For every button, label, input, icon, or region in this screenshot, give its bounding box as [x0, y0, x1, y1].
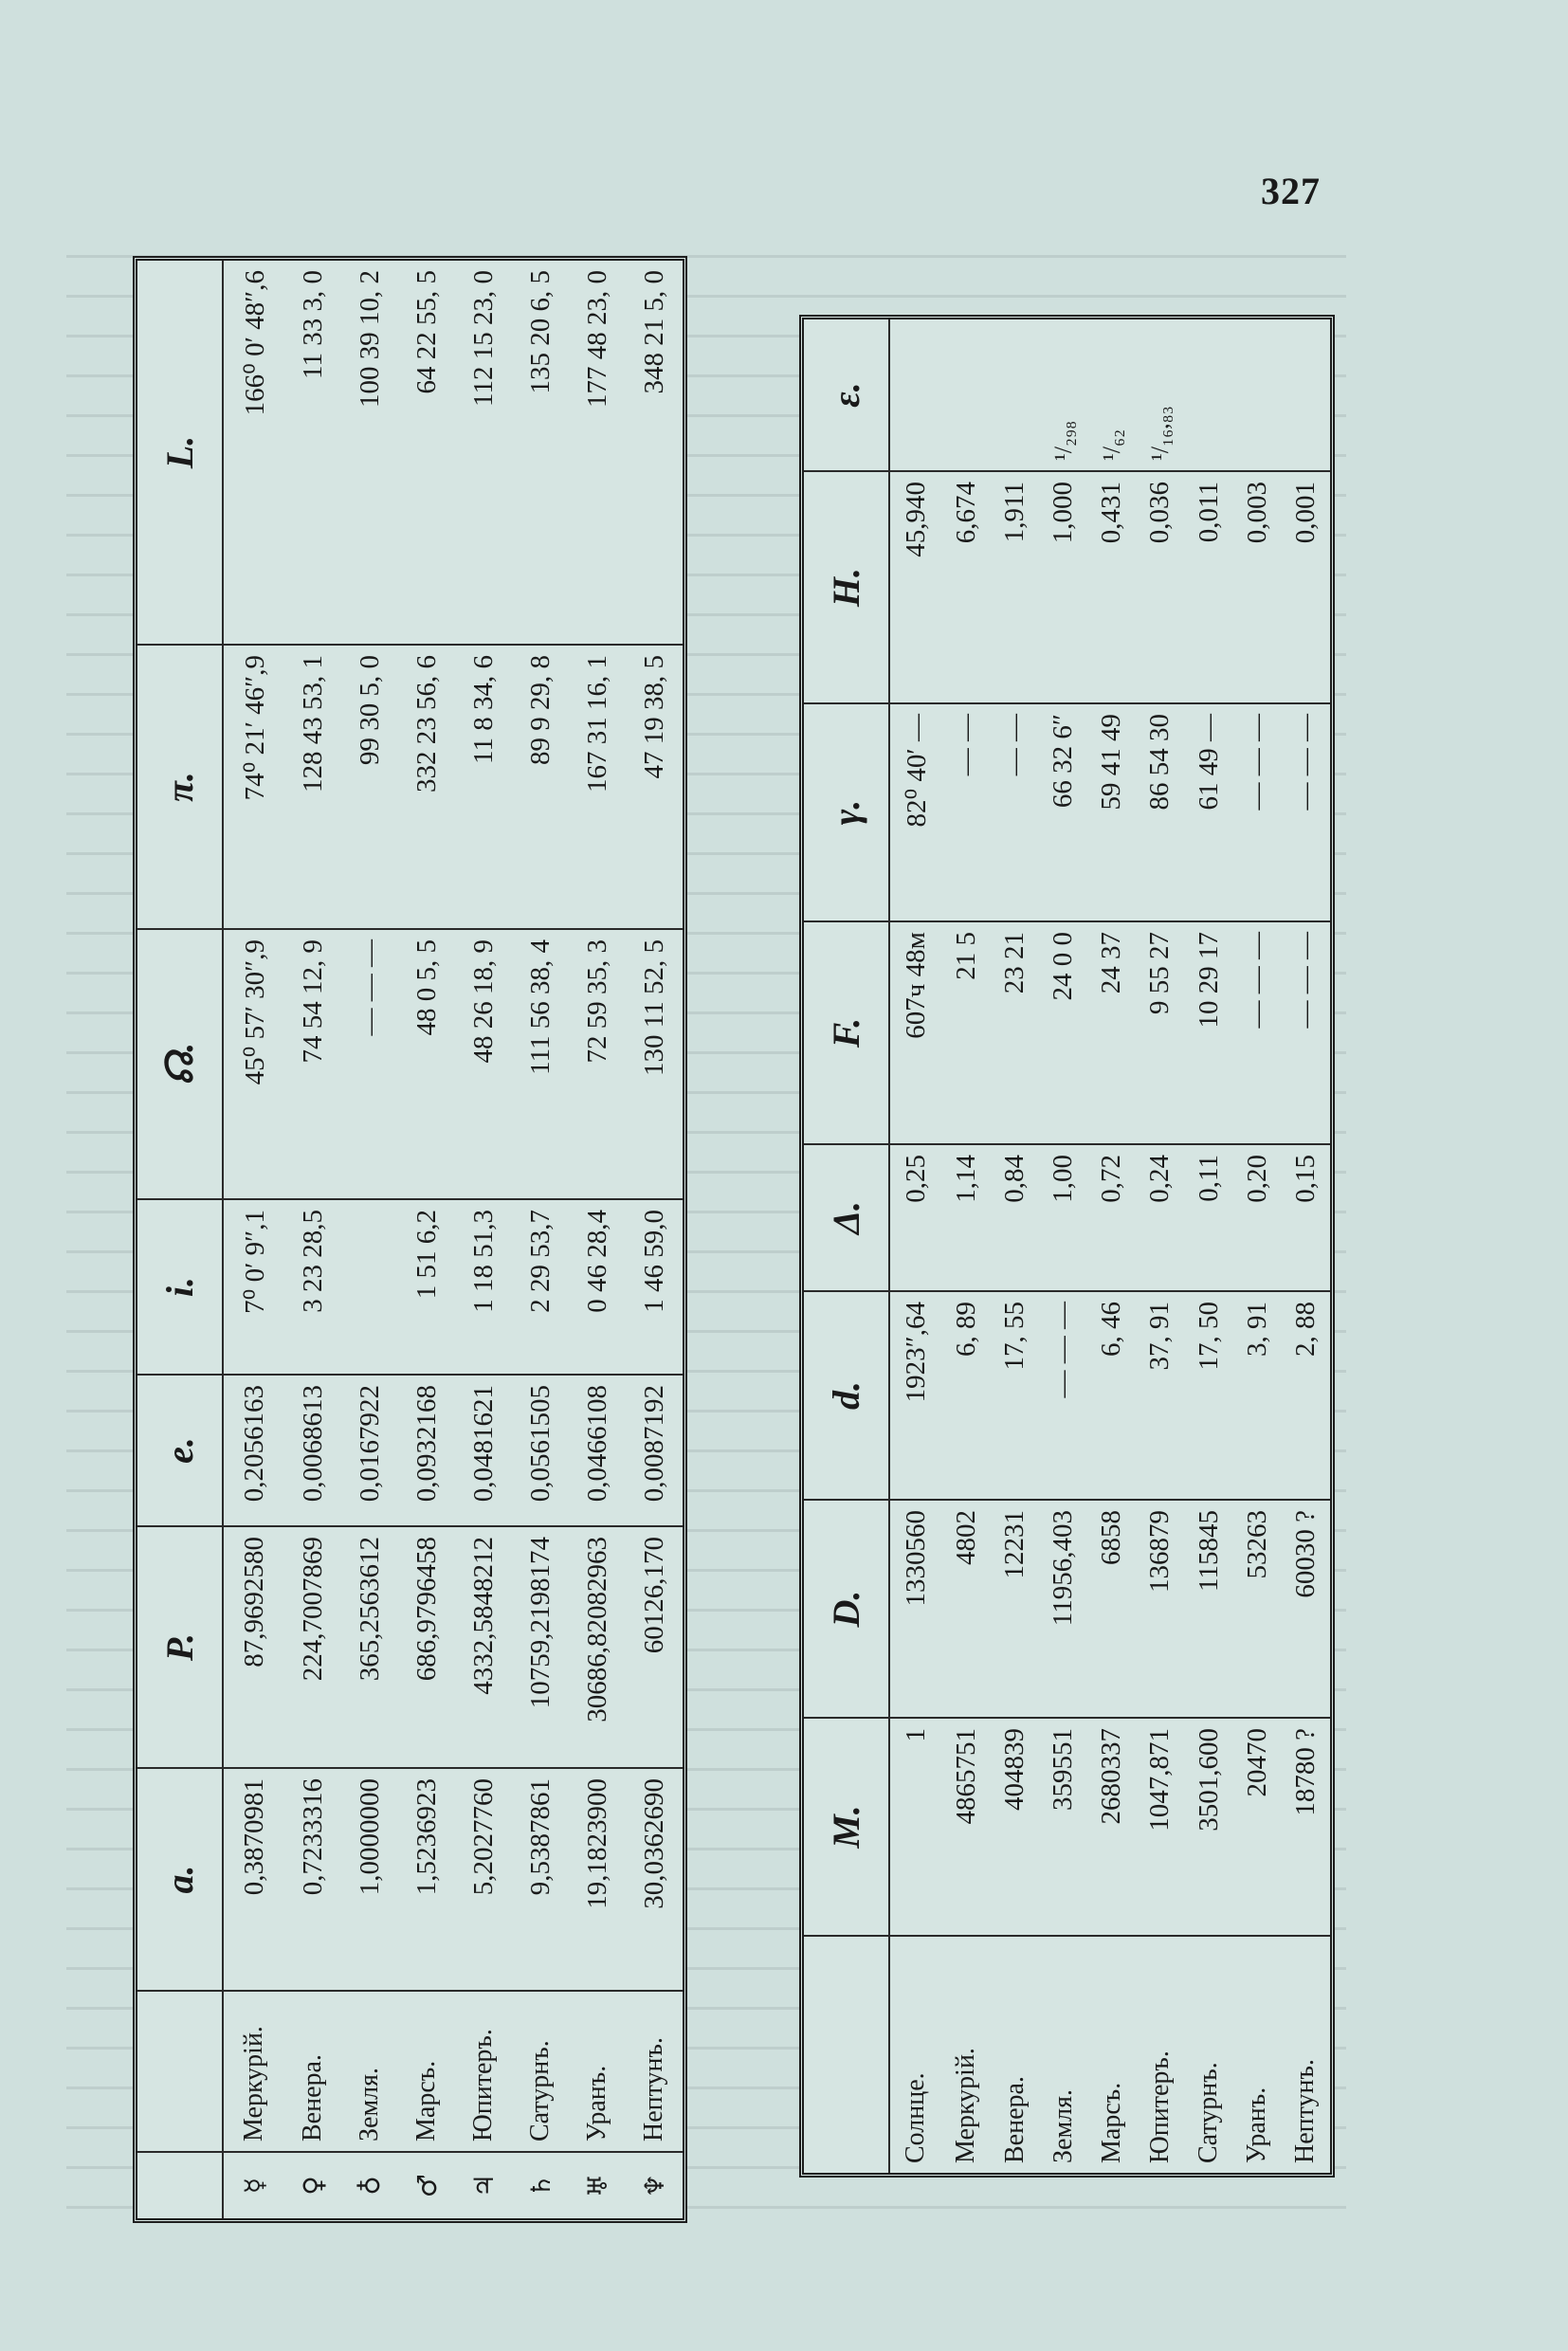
cell-pi: 99 30 5, 0	[341, 645, 398, 929]
orbital-elements-table-frame	[133, 256, 687, 2223]
cell-name: Меркурій.	[951, 2048, 981, 2163]
cell-M: 359551	[1039, 1718, 1087, 1936]
cell-H: 1,000	[1039, 471, 1087, 703]
header-name	[137, 1991, 223, 2152]
planet-row	[398, 261, 455, 2218]
cell-node: 48 0 5, 5	[398, 929, 455, 1199]
cell-H: 0,011	[1185, 471, 1233, 703]
cell-name: Меркурій.	[223, 1991, 284, 2152]
cell-L: 112 15 23, 0	[455, 261, 512, 645]
cell-node: 111 56 38, 4	[512, 929, 569, 1199]
cell-F: 9 55 27	[1136, 921, 1184, 1144]
cell-delta: 0,11	[1185, 1144, 1233, 1291]
cell-i: 1 46 59,0	[626, 1199, 683, 1375]
cell-i: 1 18 51,3	[455, 1199, 512, 1375]
physical-data-table-frame	[799, 315, 1335, 2178]
cell-i: 3 23 28,5	[284, 1199, 341, 1375]
cell-M: 404839	[991, 1718, 1039, 1936]
planet-row	[626, 261, 683, 2218]
cell-H: 6,674	[942, 471, 991, 703]
cell-e: 0,0561505	[512, 1375, 569, 1526]
body-row	[1039, 319, 1087, 2173]
planet-row	[223, 261, 284, 2218]
cell-gamma: — —	[991, 703, 1039, 921]
cell-M: 2680337	[1087, 1718, 1136, 1936]
cell-gamma: 66 32 6″	[1039, 703, 1087, 921]
cell-P: 30686,82082963	[569, 1526, 626, 1768]
cell-i: 1 51 6,2	[398, 1199, 455, 1375]
cell-D: 4802	[942, 1500, 991, 1718]
header-p: P.	[137, 1526, 223, 1768]
cell-eps	[1185, 319, 1233, 471]
cell-name: Юпитеръ.	[455, 1991, 512, 2152]
cell-a: 19,1823900	[569, 1768, 626, 1991]
cell-e: 0,0481621	[455, 1375, 512, 1526]
cell-eps: ¹/₆₂	[1087, 319, 1136, 471]
cell-a: 30,0362690	[626, 1768, 683, 1991]
cell-M: 18780 ?	[1282, 1718, 1330, 1936]
cell-F: 24 0 0	[1039, 921, 1087, 1144]
cell-D: 1330560	[889, 1500, 942, 1718]
header-oblateness: ε.	[804, 319, 889, 471]
cell-L: 64 22 55, 5	[398, 261, 455, 645]
cell-node: 45⁰ 57′ 30″,9	[223, 929, 284, 1199]
cell-symbol: ♂	[410, 2173, 443, 2198]
cell-i: 0 46 28,4	[569, 1199, 626, 1375]
cell-pi: 47 19 38, 5	[626, 645, 683, 929]
cell-P: 365,2563612	[341, 1526, 398, 1768]
cell-name: Марсъ.	[1096, 2082, 1126, 2163]
header-volume: D.	[804, 1500, 889, 1718]
cell-symbol: ♅	[581, 2173, 613, 2198]
cell-L: 177 48 23, 0	[569, 261, 626, 645]
page-number: 327	[1261, 170, 1321, 212]
header-heat: H.	[804, 471, 889, 703]
header-a: a.	[137, 1768, 223, 1991]
cell-D: 53263	[1233, 1500, 1282, 1718]
cell-e: 0,0167922	[341, 1375, 398, 1526]
cell-symbol: ♃	[467, 2173, 500, 2198]
cell-a: 1,5236923	[398, 1768, 455, 1991]
cell-i: 2 29 53,7	[512, 1199, 569, 1375]
cell-i	[341, 1199, 398, 1375]
cell-D: 136879	[1136, 1500, 1184, 1718]
body-row	[1136, 319, 1184, 2173]
cell-gamma: 61 49 —	[1185, 703, 1233, 921]
cell-a: 0,7233316	[284, 1768, 341, 1991]
cell-delta: 0,20	[1233, 1144, 1282, 1291]
cell-F: 10 29 17	[1185, 921, 1233, 1144]
cell-gamma: 82⁰ 40′ —	[889, 703, 942, 921]
header-pi: π.	[137, 645, 223, 929]
cell-node: 130 11 52, 5	[626, 929, 683, 1199]
cell-F: 23 21	[991, 921, 1039, 1144]
cell-gamma: 86 54 30	[1136, 703, 1184, 921]
header-name	[804, 1936, 889, 2173]
body-row	[1185, 319, 1233, 2173]
cell-eps	[1282, 319, 1330, 471]
cell-symbol: ♄	[524, 2173, 556, 2198]
cell-L: 135 20 6, 5	[512, 261, 569, 645]
cell-D: 60030 ?	[1282, 1500, 1330, 1718]
cell-L: 348 21 5, 0	[626, 261, 683, 645]
cell-name: Земля.	[1048, 2088, 1078, 2163]
cell-P: 10759,2198174	[512, 1526, 569, 1768]
cell-e: 0,0932168	[398, 1375, 455, 1526]
cell-H: 45,940	[889, 471, 942, 703]
cell-F: — — —	[1233, 921, 1282, 1144]
cell-node: 48 26 18, 9	[455, 929, 512, 1199]
cell-P: 686,9796458	[398, 1526, 455, 1768]
cell-D: 11956,403	[1039, 1500, 1087, 1718]
cell-name: Сатурнъ.	[1194, 2062, 1224, 2163]
cell-a: 5,2027760	[455, 1768, 512, 1991]
cell-d: 17, 50	[1185, 1291, 1233, 1500]
cell-node: — — —	[341, 929, 398, 1199]
cell-name: Марсъ.	[398, 1991, 455, 2152]
cell-pi: 11 8 34, 6	[455, 645, 512, 929]
cell-gamma: 59 41 49	[1087, 703, 1136, 921]
planet-row	[512, 261, 569, 2218]
cell-gamma: — — —	[1233, 703, 1282, 921]
cell-F: 21 5	[942, 921, 991, 1144]
cell-a: 9,5387861	[512, 1768, 569, 1991]
cell-name: Уранъ.	[569, 1991, 626, 2152]
cell-name: Нептунъ.	[1290, 2059, 1321, 2163]
cell-M: 4865751	[942, 1718, 991, 1936]
header-mass: M.	[804, 1718, 889, 1936]
body-row	[889, 319, 942, 2173]
cell-d: 1923″,64	[889, 1291, 942, 1500]
cell-eps	[991, 319, 1039, 471]
cell-name: Венера.	[284, 1991, 341, 2152]
cell-P: 87,9692580	[223, 1526, 284, 1768]
cell-e: 0,2056163	[223, 1375, 284, 1526]
header-node: ☊.	[137, 929, 223, 1199]
header-diameter: d.	[804, 1291, 889, 1500]
cell-d: 3, 91	[1233, 1291, 1282, 1500]
cell-delta: 0,15	[1282, 1144, 1330, 1291]
cell-pi: 332 23 56, 6	[398, 645, 455, 929]
cell-delta: 0,84	[991, 1144, 1039, 1291]
cell-e: 0,0068613	[284, 1375, 341, 1526]
header-i: i.	[137, 1199, 223, 1375]
planet-row	[455, 261, 512, 2218]
cell-eps	[889, 319, 942, 471]
cell-node: 72 59 35, 3	[569, 929, 626, 1199]
header-inclination: γ.	[804, 703, 889, 921]
cell-a: 0,3870981	[223, 1768, 284, 1991]
body-row	[991, 319, 1039, 2173]
cell-delta: 0,72	[1087, 1144, 1136, 1291]
cell-d: 6, 46	[1087, 1291, 1136, 1500]
cell-D: 12231	[991, 1500, 1039, 1718]
cell-symbol: ♀	[297, 2176, 329, 2196]
body-row	[1087, 319, 1136, 2173]
cell-gamma: — — —	[1282, 703, 1330, 921]
cell-H: 0,003	[1233, 471, 1282, 703]
cell-L: 100 39 10, 2	[341, 261, 398, 645]
body-row	[1233, 319, 1282, 2173]
cell-symbol: ♁	[354, 2176, 386, 2196]
header-density: Δ.	[804, 1144, 889, 1291]
cell-node: 74 54 12, 9	[284, 929, 341, 1199]
cell-F: — — —	[1282, 921, 1330, 1144]
cell-symbol: ☿	[238, 2177, 270, 2195]
cell-eps: ¹/₂₉₈	[1039, 319, 1087, 471]
cell-L: 166⁰ 0′ 48″,6	[223, 261, 284, 645]
cell-d: 37, 91	[1136, 1291, 1184, 1500]
cell-F: 607ч 48м	[889, 921, 942, 1144]
cell-pi: 74⁰ 21′ 46″,9	[223, 645, 284, 929]
cell-name: Венера.	[999, 2076, 1030, 2163]
cell-P: 60126,170	[626, 1526, 683, 1768]
cell-H: 1,911	[991, 471, 1039, 703]
cell-d: 6, 89	[942, 1291, 991, 1500]
header-l: L.	[137, 261, 223, 645]
cell-pi: 167 31 16, 1	[569, 645, 626, 929]
cell-delta: 0,24	[1136, 1144, 1184, 1291]
cell-d: 17, 55	[991, 1291, 1039, 1500]
header-rotation: F.	[804, 921, 889, 1144]
header-symbol	[137, 2152, 223, 2218]
cell-H: 0,036	[1136, 471, 1184, 703]
cell-e: 0,0087192	[626, 1375, 683, 1526]
cell-d: 2, 88	[1282, 1291, 1330, 1500]
orbital-elements-table	[137, 261, 683, 2218]
cell-name: Земля.	[341, 1991, 398, 2152]
cell-gamma: — —	[942, 703, 991, 921]
cell-name: Солнце.	[901, 2072, 931, 2163]
cell-delta: 1,14	[942, 1144, 991, 1291]
cell-P: 224,7007869	[284, 1526, 341, 1768]
cell-H: 0,001	[1282, 471, 1330, 703]
cell-pi: 128 43 53, 1	[284, 645, 341, 929]
physical-data-table	[804, 319, 1330, 2173]
cell-L: 11 33 3, 0	[284, 261, 341, 645]
cell-eps	[942, 319, 991, 471]
cell-D: 115845	[1185, 1500, 1233, 1718]
planet-row	[341, 261, 398, 2218]
cell-M: 1	[889, 1718, 942, 1936]
body-row	[1282, 319, 1330, 2173]
cell-eps	[1233, 319, 1282, 471]
planet-row	[569, 261, 626, 2218]
body-row	[942, 319, 991, 2173]
cell-delta: 0,25	[889, 1144, 942, 1291]
cell-i: 7⁰ 0′ 9″,1	[223, 1199, 284, 1375]
planet-row	[284, 261, 341, 2218]
cell-symbol: ♆	[638, 2173, 670, 2198]
cell-H: 0,431	[1087, 471, 1136, 703]
cell-e: 0,0466108	[569, 1375, 626, 1526]
cell-d: — — —	[1039, 1291, 1087, 1500]
cell-F: 24 37	[1087, 921, 1136, 1144]
cell-name: Уранъ.	[1242, 2087, 1272, 2163]
cell-delta: 1,00	[1039, 1144, 1087, 1291]
cell-P: 4332,5848212	[455, 1526, 512, 1768]
cell-eps: ¹/₁₆,₈₃	[1136, 319, 1184, 471]
cell-a: 1,0000000	[341, 1768, 398, 1991]
cell-pi: 89 9 29, 8	[512, 645, 569, 929]
header-e: e.	[137, 1375, 223, 1526]
cell-M: 20470	[1233, 1718, 1282, 1936]
cell-name: Нептунъ.	[626, 1991, 683, 2152]
cell-D: 6858	[1087, 1500, 1136, 1718]
cell-name: Юпитеръ.	[1144, 2050, 1175, 2163]
cell-name: Сатурнъ.	[512, 1991, 569, 2152]
cell-M: 3501,600	[1185, 1718, 1233, 1936]
cell-M: 1047,871	[1136, 1718, 1184, 1936]
